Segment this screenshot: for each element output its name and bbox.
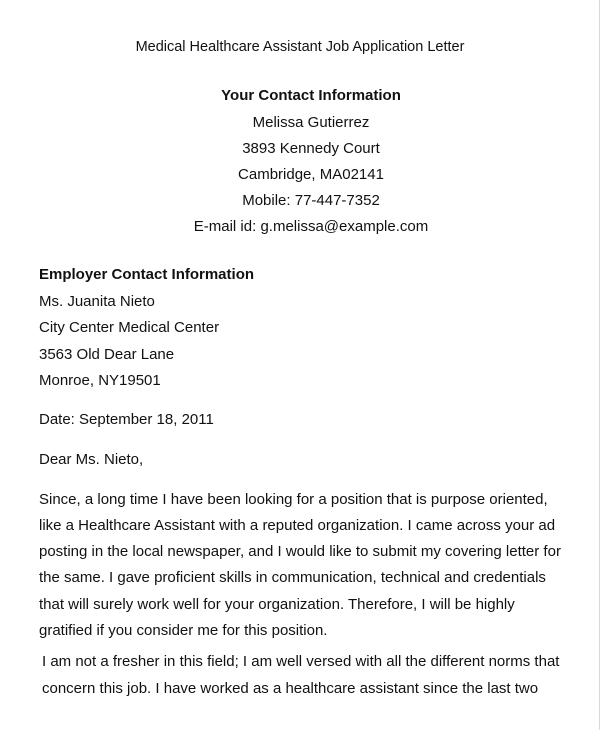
contact-heading: Your Contact Information	[221, 87, 401, 104]
paragraph1-line: gratified if you consider me for this position.	[39, 622, 328, 639]
employer-address-line2: Monroe, NY19501	[39, 372, 161, 389]
paragraph1-line: that will surely work well for your organization. Therefore, I will be highly	[39, 596, 515, 613]
contact-email: E-mail id: g.melissa@example.com	[193, 218, 429, 235]
letter-salutation: Dear Ms. Nieto,	[39, 451, 144, 468]
paragraph1-line: like a Healthcare Assistant with a reputed organization. I came across your ad	[39, 517, 556, 534]
paragraph2-line: concern this job. I have worked as a healthcare assistant since the last two	[42, 680, 539, 697]
letter-date: Date: September 18, 2011	[39, 411, 214, 428]
paragraph1-line: the same. I gave proficient skills in communication, technical and credentials	[39, 569, 546, 586]
employer-heading: Employer Contact Information	[39, 266, 255, 283]
paragraph1-line: posting in the local newspaper, and I would like to submit my covering letter for	[39, 543, 561, 560]
contact-mobile: Mobile: 77-447-7352	[242, 192, 380, 209]
paragraph2-line: I am not a fresher in this field; I am well versed with all the different norms that	[42, 653, 560, 670]
contact-address-line1: 3893 Kennedy Court	[242, 140, 380, 157]
contact-name: Melissa Gutierrez	[252, 114, 370, 131]
contact-address-line2: Cambridge, MA02141	[238, 166, 384, 183]
employer-name: Ms. Juanita Nieto	[39, 293, 155, 310]
paragraph1-line: Since, a long time I have been looking for a position that is purpose oriented,	[39, 491, 548, 508]
document-title: Medical Healthcare Assistant Job Application Letter	[135, 39, 465, 55]
employer-address-line1: 3563 Old Dear Lane	[39, 346, 175, 363]
employer-organization: City Center Medical Center	[39, 319, 220, 336]
